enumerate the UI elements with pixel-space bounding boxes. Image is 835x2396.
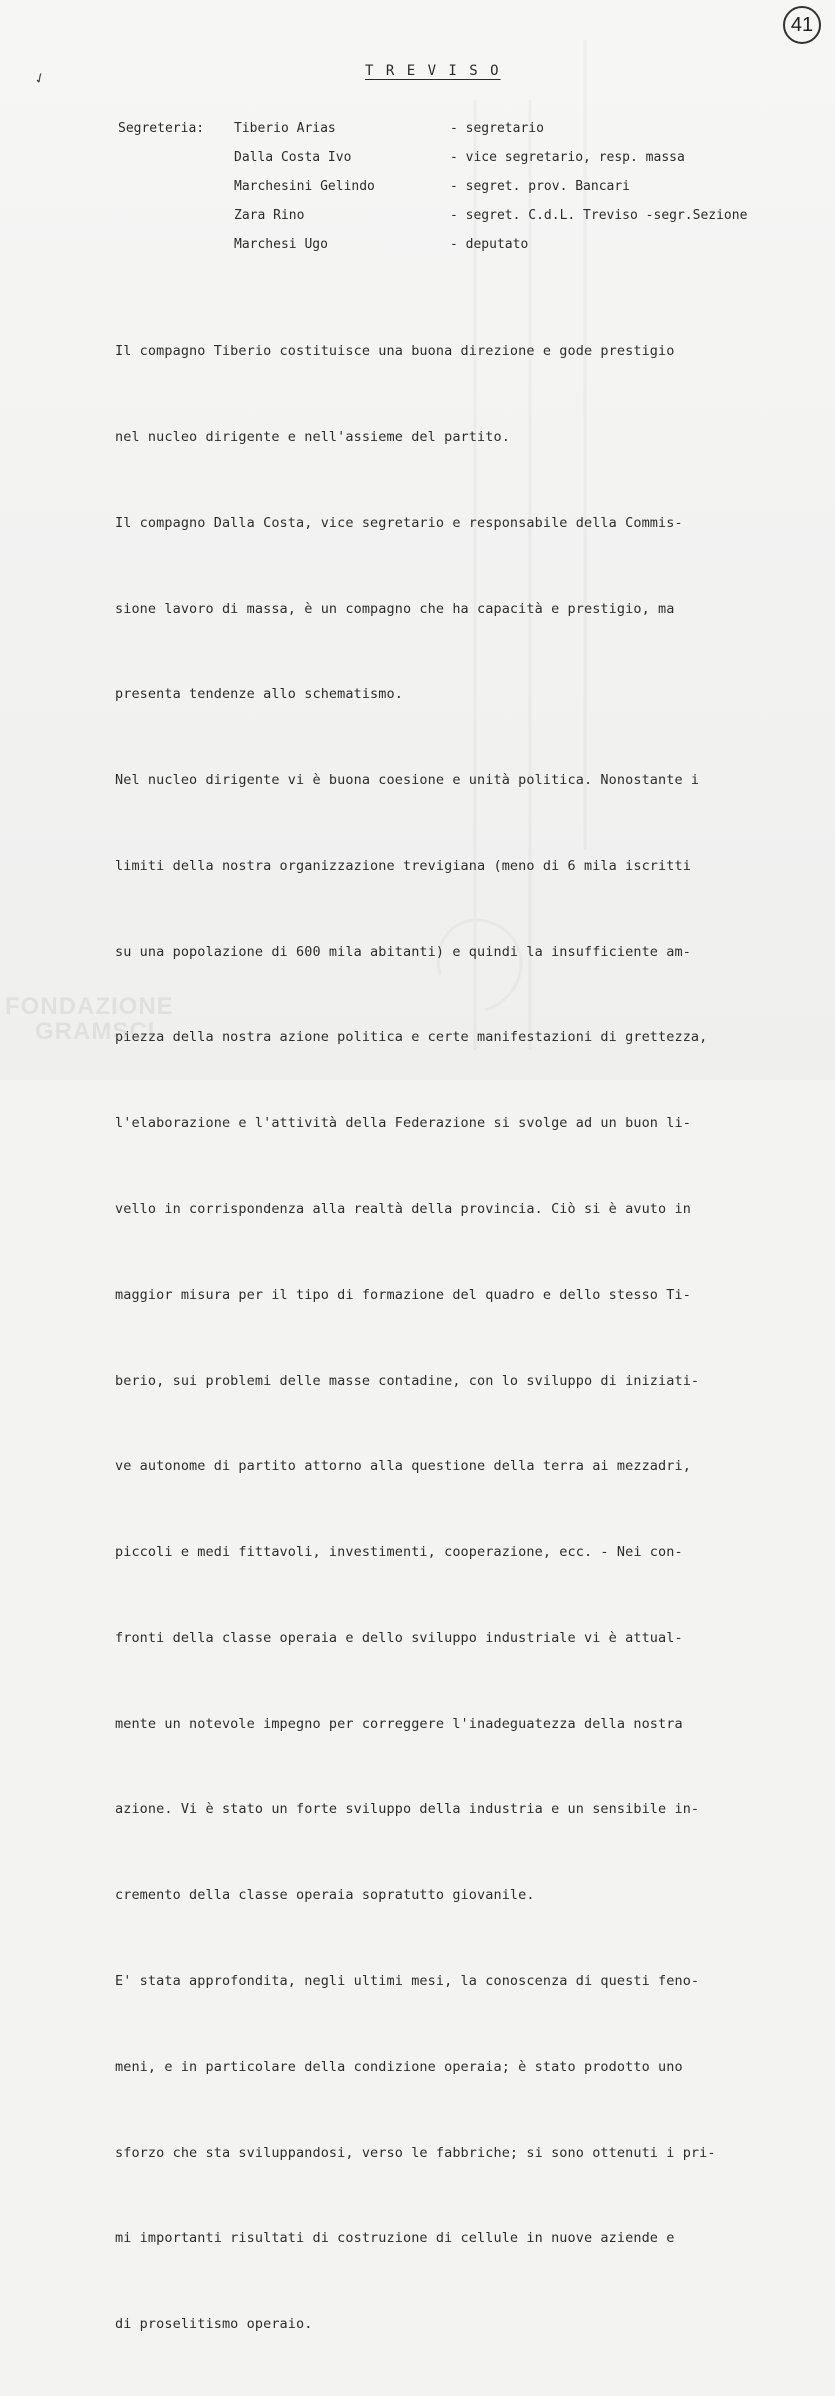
body-line: maggior misura per il tipo di formazione del quadro e dello stesso Ti- — [115, 1286, 691, 1303]
member-role: - deputato — [450, 237, 529, 252]
body-line: ve autonome di partito attorno alla questione della terra ai mezzadri, — [115, 1458, 691, 1475]
body-line: sforzo che sta sviluppandosi, verso le fabbriche; si sono ottenuti i pri- — [115, 2144, 716, 2161]
body-line: Il compagno Tiberio costituisce una buona direzione e gode prestigio — [115, 343, 675, 360]
body-line: limiti della nostra organizzazione trevigiana (meno di 6 mila iscritti — [115, 857, 691, 874]
member-role: - segretario — [450, 121, 544, 136]
body-line: vello in corrispondenza alla realtà della provincia. Ciò si è avuto in — [115, 1201, 691, 1217]
body-line: mi importanti risultati di costruzione di cellule in nuove aziende e — [115, 2230, 675, 2247]
member-role: - segret. C.d.L. Treviso -segr.Sezione — [450, 208, 748, 223]
body-line: di proselitismo operaio. — [115, 2316, 313, 2333]
member-name: Tiberio Arias — [234, 121, 336, 136]
member-name: Dalla Costa Ivo — [234, 150, 352, 165]
member-role: - vice segretario, resp. massa — [450, 150, 685, 165]
body-line: piccoli e medi fittavoli, investimenti, cooperazione, ecc. - Nei con- — [115, 1544, 683, 1561]
body-line: piezza della nostra azione politica e certe manifestazioni di grettezza, — [115, 1029, 708, 1046]
body-line: su una popolazione di 600 mila abitanti) e quindi la insufficiente am- — [115, 943, 691, 960]
body-line: Nel nucleo dirigente vi è buona coesione e unità politica. Nonostante i — [115, 772, 700, 789]
body-line: berio, sui problemi delle masse contadine, con lo sviluppo di iniziati- — [115, 1372, 700, 1389]
body-line: presenta tendenze allo schematismo. — [115, 686, 403, 703]
page-number-circle: 41 — [783, 6, 821, 44]
body-line: nel nucleo dirigente e nell'assieme del partito. — [115, 428, 510, 445]
body-line: E' stata approfondita, negli ultimi mesi, la conoscenza di questi feno- — [115, 1973, 700, 1990]
member-role: - segret. prov. Bancari — [450, 179, 631, 194]
secretariat-member — [118, 172, 828, 201]
body-line: l'elaborazione e l'attività della Federazione si svolge ad un buon li- — [115, 1115, 691, 1132]
body-line: sione lavoro di massa, è un compagno che ha capacità e prestigio, ma — [115, 600, 675, 617]
secretariat-member — [118, 114, 828, 143]
member-name: Marchesi Ugo — [234, 237, 328, 252]
body-line: fronti della classe operaia e dello sviluppo industriale vi è attual- — [115, 1629, 683, 1646]
body-line: azione. Vi è stato un forte sviluppo della industria e un sensibile in- — [115, 1801, 700, 1818]
document-body — [115, 280, 820, 2396]
body-line: meni, e in particolare della condizione operaia; è stato prodotto uno — [115, 2058, 683, 2075]
watermark-line-1: FONDAZIONE — [5, 993, 174, 1020]
body-line: mente un notevole impegno per correggere l'inadeguatezza della nostra — [115, 1715, 683, 1732]
body-line: cremento della classe operaia sopratutto giovanile. — [115, 1887, 535, 1904]
secretariat-member — [118, 201, 828, 230]
member-name: Marchesini Gelindo — [234, 179, 375, 194]
watermark-line-2: GRAMSCI — [35, 1018, 156, 1045]
secretariat-member — [118, 230, 828, 259]
secretariat-label: Segreteria: — [118, 121, 205, 136]
gramsci-watermark — [5, 993, 215, 1073]
member-name: Zara Rino — [234, 208, 305, 223]
document-title: T R E V I S O — [365, 63, 501, 79]
margin-check-mark: ✓ — [30, 68, 49, 88]
secretariat-member — [118, 143, 828, 172]
body-line: Il compagno Dalla Costa, vice segretario e responsabile della Commis- — [115, 514, 683, 531]
